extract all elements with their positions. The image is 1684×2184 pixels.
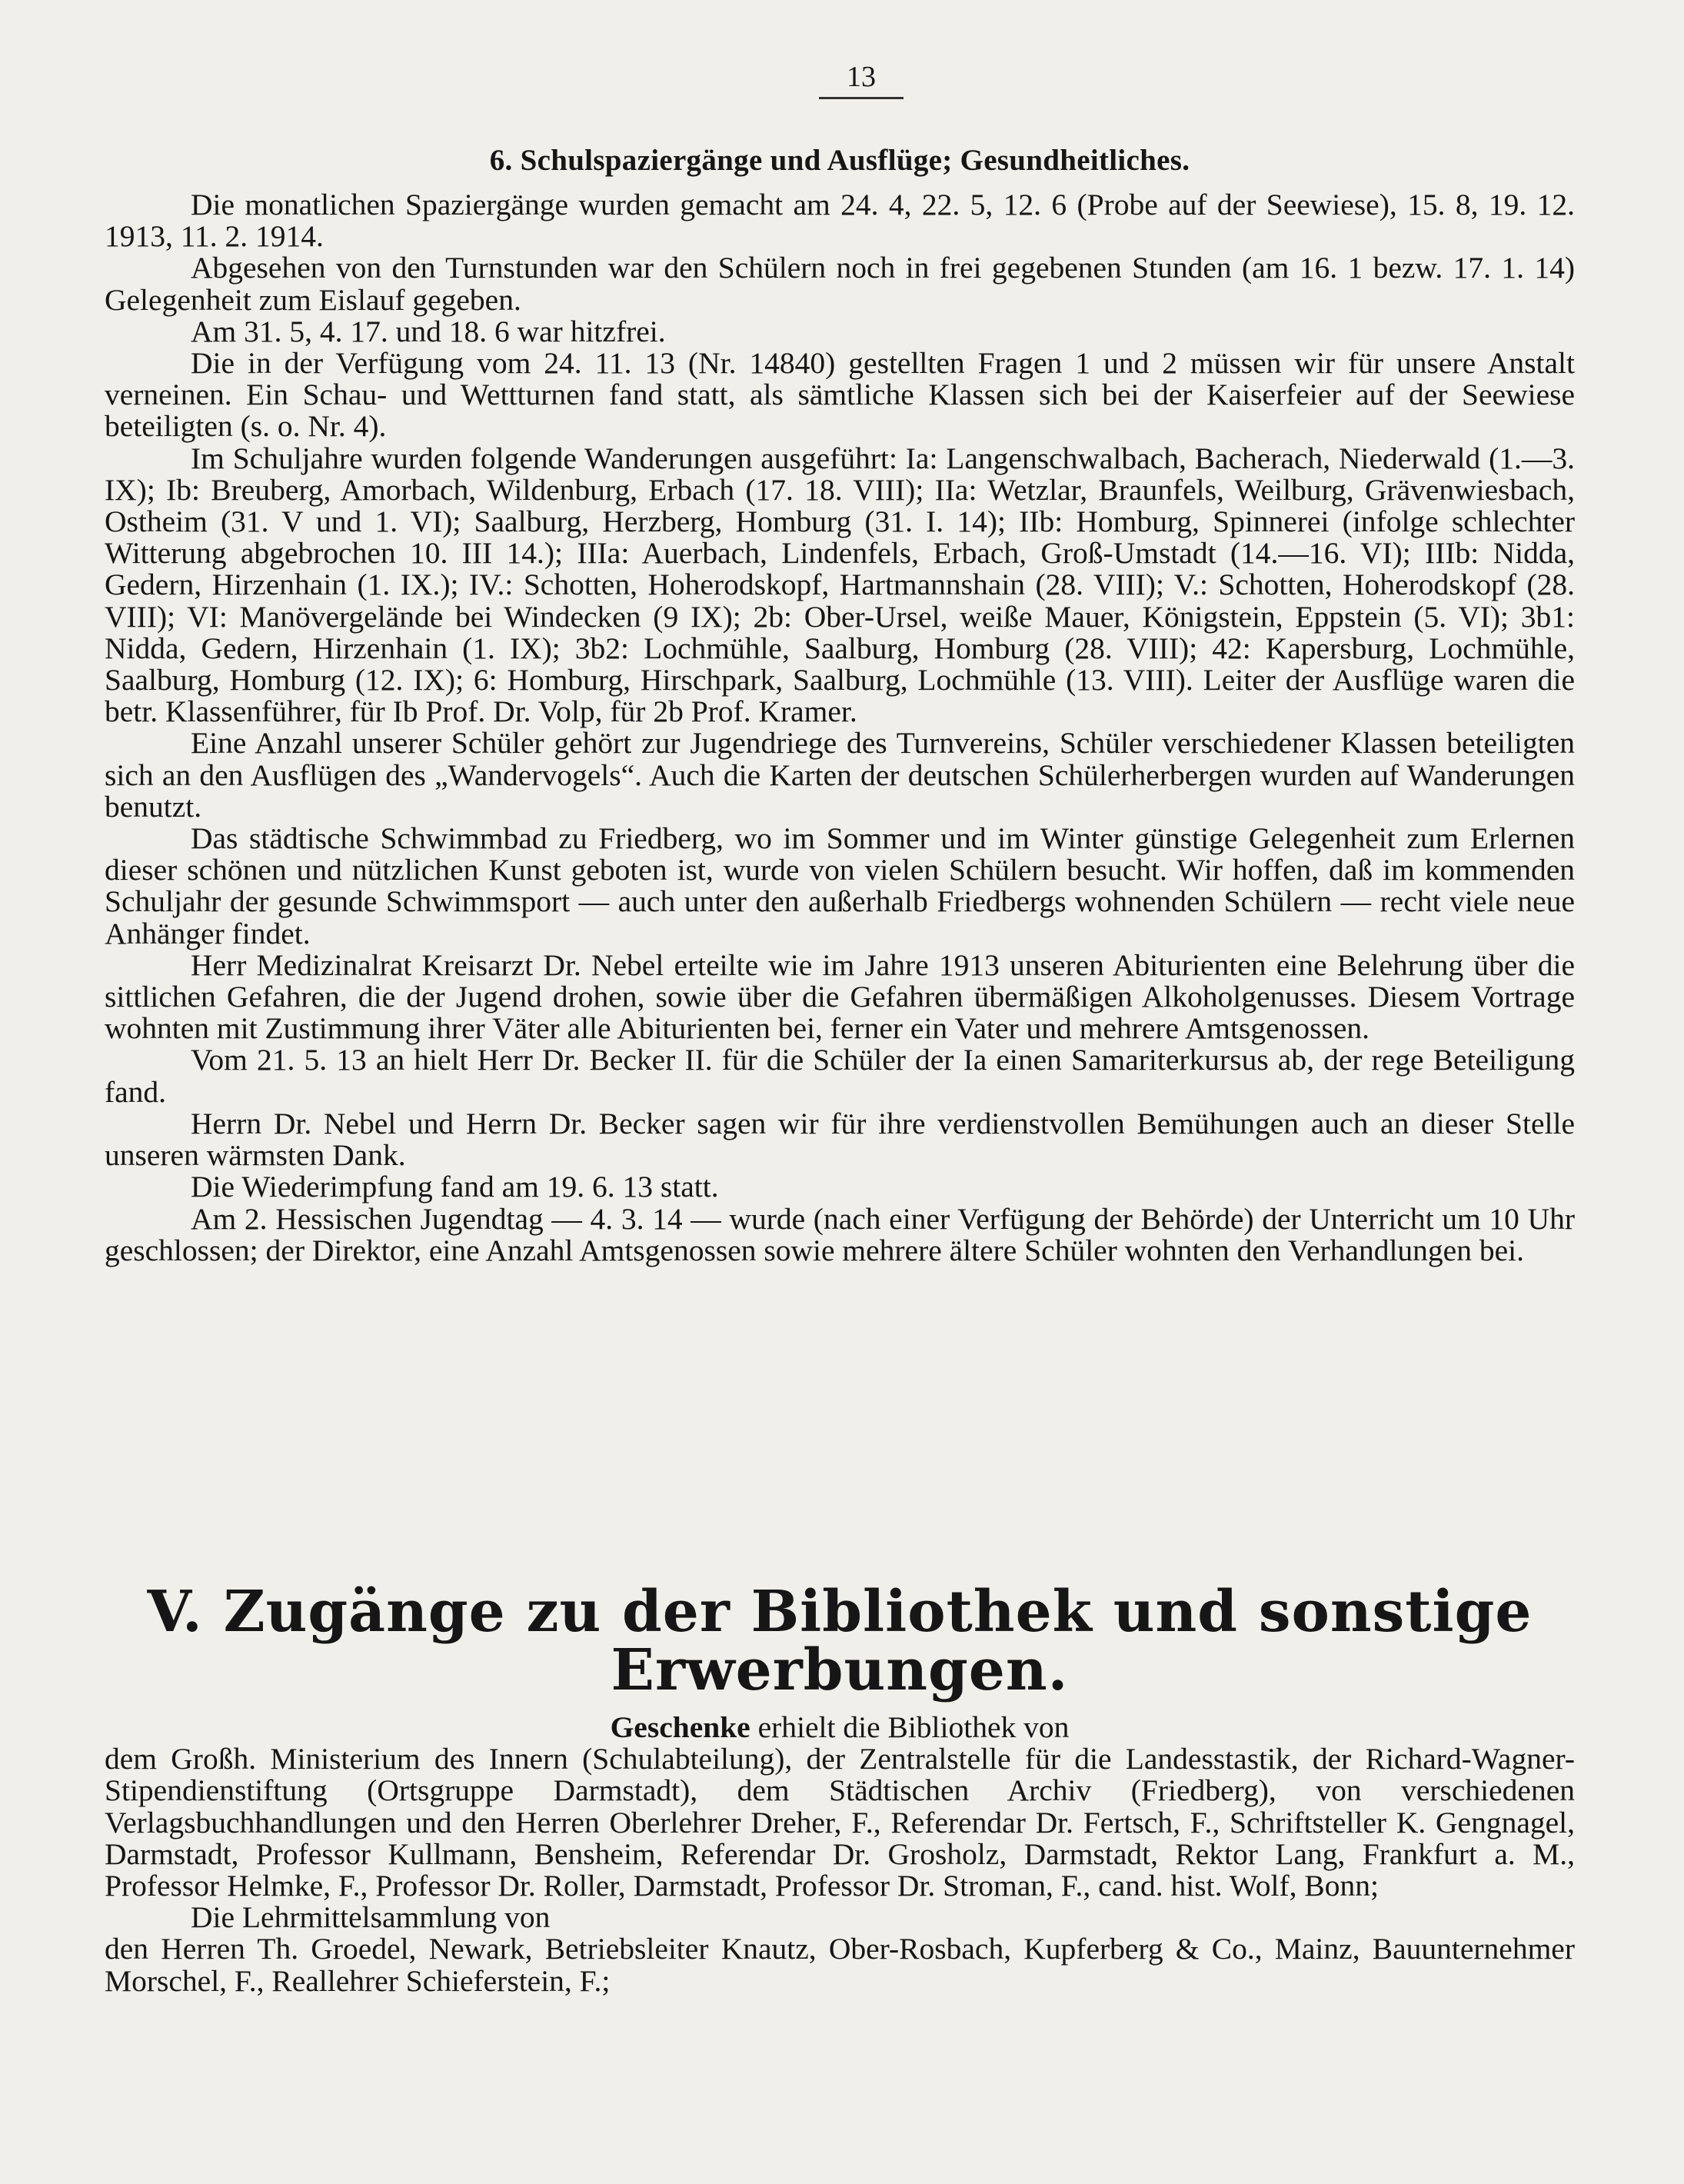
gifts-lead-rest: erhielt die Bibliothek von — [757, 1710, 1070, 1744]
gifts-lead-bold: Geschenke — [610, 1710, 750, 1744]
paragraph: Die monatlichen Spaziergänge wurden gemacht am 24. 4, 22. 5, 12. 6 (Probe auf der Seewiese), 15. 8, 19. 12. 1913, 11. 2. 1914. — [105, 188, 1575, 254]
paragraph: Eine Anzahl unserer Schüler gehört zur Jugendriege des Turnvereins, Schüler verschiedener Klassen beteiligten sich an den Ausflügen des „Wandervogels“. Auch die Karten der deutschen Schülerherbergen wurden auf Wanderungen benutzt. — [105, 726, 1575, 824]
section-5-body — [105, 1712, 1575, 1997]
collection-text: den Herren Th. Groedel, Newark, Betriebsleiter Knautz, Ober-Rosbach, Kupferberg & Co., Mainz, Bauunternehmer Morschel, F., Reallehrer Schieferstein, F.; — [105, 1932, 1575, 1998]
paragraph: Am 31. 5, 4. 17. und 18. 6 war hitzfrei. — [191, 314, 666, 348]
paragraph: Das städtische Schwimmbad zu Friedberg, wo im Sommer und im Winter günstige Gelegenheit zum Erlernen dieser schönen und nützlichen Kunst geboten ist, wurde von vielen Schülern besucht. Wir hoffen, daß im kommenden Schuljahr der gesunde Schwimmsport — auch unter den außerhalb Friedbergs wohnenden Schülern — recht viele neue Anhänger findet. — [105, 821, 1575, 951]
paragraph: Herrn Dr. Nebel und Herrn Dr. Becker sagen wir für ihre verdienstvollen Bemühungen auch an dieser Stelle unseren wärmsten Dank. — [105, 1106, 1575, 1173]
paragraph: Am 2. Hessischen Jugendtag — 4. 3. 14 — wurde (nach einer Verfügung der Behörde) der Unterricht um 10 Uhr geschlossen; der Direktor, eine Anzahl Amtsgenossen sowie mehrere ältere Schüler wohnten den Verhandlungen bei. — [105, 1201, 1575, 1267]
gifts-text: dem Großh. Ministerium des Innern (Schulabteilung), der Zentralstelle für die Landesstastik, der Richard-Wagner-Stipendienstiftung (Ortsgruppe Darmstadt), dem Städtischen Archiv (Friedberg), von verschiedenen Verlagsbuchhandlungen und den Herren Oberlehrer Dreher, F., Referendar Dr. Fertsch, F., Schriftsteller K. Gengnagel, Darmstadt, Professor Kullmann, Bensheim, Referendar Dr. Grosholz, Darmstadt, Rektor Lang, Frankfurt a. M., Professor Helmke, F., Professor Dr. Roller, Darmstadt, Professor Dr. Stroman, F., cand. hist. Wolf, Bonn; — [105, 1742, 1575, 1903]
gifts-lead — [105, 1712, 1575, 1743]
paragraph: Herr Medizinalrat Kreisarzt Dr. Nebel erteilte wie im Jahre 1913 unseren Abiturienten eine Belehrung über die sittlichen Gefahren, die der Jugend drohen, sowie über die Gefahren übermäßigen Alkoholgenusses. Diesem Vortrage wohnten mit Zustimmung ihrer Väter alle Abiturienten bei, ferner ein Vater und mehrere Amtsgenossen. — [105, 947, 1575, 1046]
paragraph: Abgesehen von den Turnstunden war den Schülern noch in frei gegebenen Stunden (am 16. 1 bezw. 17. 1. 14) Gelegenheit zum Eislauf gegeben. — [105, 251, 1575, 317]
paragraph: Die Wiederimpfung fand am 19. 6. 13 statt. — [191, 1170, 719, 1204]
section-5-heading: V. Zugänge zu der Bibliothek und sonstige Erwerbungen. — [147, 1579, 1533, 1703]
section-6-heading: 6. Schulspaziergänge und Ausflüge; Gesundheitliches. — [489, 144, 1190, 177]
paragraph: Im Schuljahre wurden folgende Wanderungen ausgeführt: Ia: Langenschwalbach, Bacherach, Niederwald (1.—3. IX); Ib: Breuberg, Amorbach, Wildenburg, Erbach (17. 18. VIII); IIa: Wetzlar, Braunfels, Weilburg, Grävenwiesbach, Ostheim (31. V und 1. VI); Saalburg, Herzberg, Homburg (31. I. 14); IIb: Homburg, Spinnerei (infolge schlechter Witterung abgebrochen 10. III 14.); IIIa: Auerbach, Lindenfels, Erbach, Groß-Umstadt (14.—16. VI); IIIb: Nidda, Gedern, Hirzenhain (1. IX.); IV.: Schotten, Hoherodskopf, Hartmannshain (28. VIII); V.: Schotten, Hoherodskopf (28. VIII); VI: Manövergelände bei Windecken (9 IX); 2b: Ober-Ursel, weiße Mauer, Königstein, Eppstein (5. VI); 3b1: Nidda, Gedern, Hirzenhain (1. IX); 3b2: Lochmühle, Saalburg, Homburg (28. VIII); 42: Kapersburg, Lochmühle, Saalburg, Homburg (12. IX); 6: Homburg, Hirschpark, Saalburg, Lochmühle (13. VIII). Leiter der Ausflüge waren die betr. Klassenführer, für Ib Prof. Dr. Volp, für 2b Prof. Kramer. — [105, 441, 1575, 729]
paragraph: Die in der Verfügung vom 24. 11. 13 (Nr. 14840) gestellten Fragen 1 und 2 müssen wir für unsere Anstalt verneinen. Ein Schau- und Wettturnen fand statt, als sämtliche Klassen sich bei der Kaiserfeier auf der Seewiese beteiligten (s. o. Nr. 4). — [105, 346, 1575, 444]
section-6-body — [105, 189, 1575, 1267]
collection-lead: Die Lehrmittelsammlung von — [191, 1900, 551, 1935]
paragraph: Vom 21. 5. 13 an hielt Herr Dr. Becker II. für die Schüler der Ia einen Samariterkursus ab, der rege Beteiligung fand. — [105, 1043, 1575, 1109]
page-number: 13 — [819, 60, 904, 99]
